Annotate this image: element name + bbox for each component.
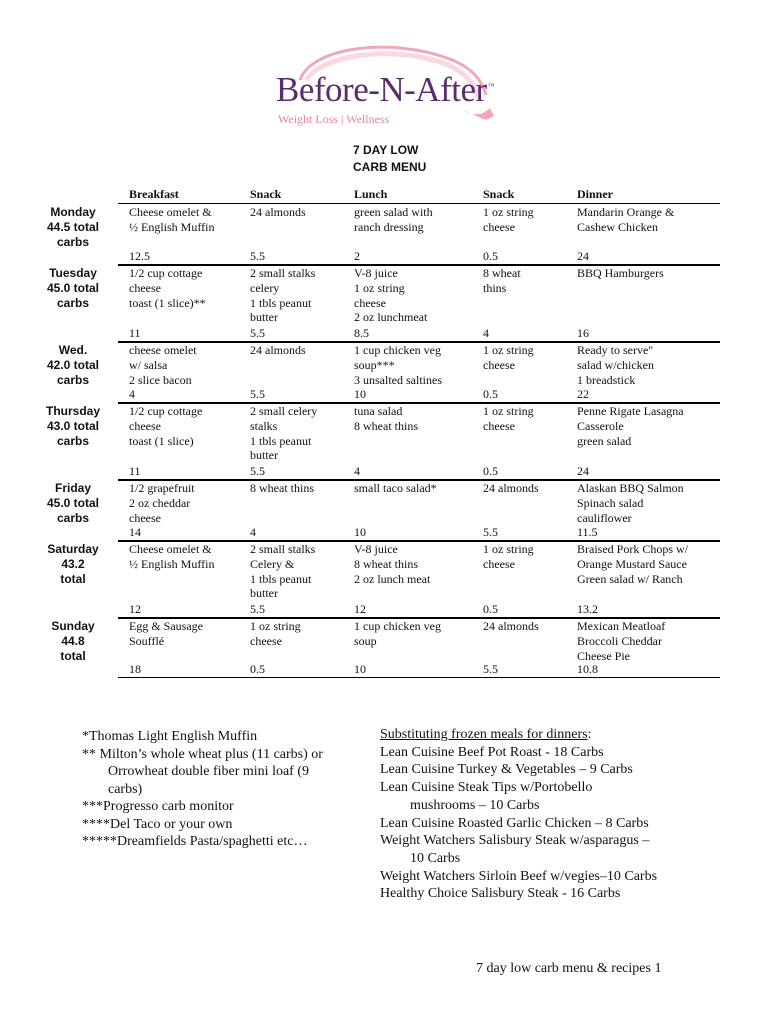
- menu-cell-line: cheese omelet: [129, 343, 197, 357]
- footnote: ***Progresso carb monitor: [82, 799, 234, 814]
- column-header-snack-2: Snack: [483, 187, 515, 201]
- day-label-line: carbs: [56, 511, 90, 525]
- menu-cell-line: BBQ Hamburgers: [577, 266, 664, 280]
- day-label-line: total: [60, 572, 86, 586]
- day-label-line: 42.0 total: [46, 358, 100, 372]
- menu-cell-line: V-8 juice: [354, 542, 398, 556]
- menu-cell-line: thins: [483, 280, 507, 295]
- menu-cell-line: 1 tbls peanut: [250, 571, 312, 586]
- carb-value: 24: [577, 249, 589, 263]
- menu-cell-line: celery: [250, 280, 280, 295]
- menu-cell-line: 1/2 grapefruit: [129, 481, 195, 495]
- menu-cell-line: 24 almonds: [250, 343, 306, 357]
- menu-cell: [250, 343, 306, 358]
- menu-cell-line: 1 tbls peanut: [250, 433, 312, 448]
- day-label: [34, 542, 112, 587]
- column-header-dinner: Dinner: [577, 187, 613, 201]
- carb-value: 12.5: [129, 249, 150, 263]
- carb-value: 4: [354, 464, 360, 478]
- menu-cell: [129, 266, 206, 310]
- menu-cell-line: Alaskan BBQ Salmon: [577, 481, 684, 495]
- carb-value: 5.5: [250, 249, 265, 263]
- menu-cell-line: toast (1 slice): [129, 433, 194, 448]
- day-label: [34, 343, 112, 388]
- carb-value: 24: [577, 464, 589, 478]
- menu-cell-line: butter: [250, 310, 278, 325]
- carb-value: 5.5: [250, 326, 265, 340]
- carb-value: 18: [129, 662, 141, 676]
- day-label-line: Sunday: [51, 619, 95, 633]
- menu-cell: [250, 205, 306, 220]
- menu-cell: [354, 404, 418, 434]
- menu-cell-line: Cheese omelet &: [129, 542, 212, 556]
- substitute-item: mushrooms – 10 Carbs: [410, 797, 540, 813]
- carb-value: 11: [129, 326, 141, 340]
- day-label-line: 45.0 total: [46, 281, 100, 295]
- menu-cell: [250, 266, 315, 325]
- menu-cell: [483, 205, 534, 235]
- menu-cell-line: 1 oz string: [354, 280, 405, 295]
- carb-value: 5.5: [250, 387, 265, 401]
- menu-cell-line: cheese: [129, 510, 161, 525]
- menu-cell-line: small taco salad*: [354, 481, 437, 495]
- substitute-item: Lean Cuisine Turkey & Vegetables – 9 Carbs: [380, 762, 633, 778]
- day-label-line: Wed.: [58, 343, 88, 357]
- menu-cell: [577, 404, 684, 448]
- menu-cell: [483, 542, 534, 572]
- menu-cell-line: 2 oz lunch meat: [354, 571, 431, 586]
- menu-cell: [577, 542, 688, 586]
- menu-cell-line: Braised Pork Chops w/: [577, 542, 688, 556]
- carb-value: 11.5: [577, 525, 598, 539]
- menu-cell-line: toast (1 slice)**: [129, 295, 206, 310]
- menu-cell-line: green salad with: [354, 205, 433, 219]
- carb-value: 5.5: [250, 602, 265, 616]
- menu-cell-line: Broccoli Cheddar: [577, 633, 662, 648]
- day-label: [34, 205, 112, 250]
- carb-value: 0.5: [483, 602, 498, 616]
- day-label-line: Monday: [50, 205, 96, 219]
- day-label-line: 43.0 total: [46, 419, 100, 433]
- menu-cell: [483, 481, 539, 496]
- menu-cell-line: Celery &: [250, 556, 295, 571]
- carb-value: 2: [354, 249, 360, 263]
- menu-cell-line: cauliflower: [577, 510, 632, 525]
- day-label-line: Thursday: [45, 404, 100, 418]
- day-label: [34, 266, 112, 311]
- carb-value: 5.5: [250, 464, 265, 478]
- menu-cell-line: 1 tbls peanut: [250, 295, 312, 310]
- footnote: carbs): [108, 781, 143, 797]
- carb-value: 0.5: [250, 662, 265, 676]
- menu-cell-line: cheese: [129, 280, 161, 295]
- substitute-item: Weight Watchers Sirloin Beef w/vegies–10 Carbs: [380, 868, 658, 884]
- menu-cell-line: 2 oz cheddar: [129, 495, 191, 510]
- footnote: *Thomas Light English Muffin: [82, 729, 258, 744]
- page-footer: 7 day low carb menu & recipes 1: [476, 961, 662, 976]
- menu-cell-line: Penne Rigate Lasagna: [577, 404, 684, 418]
- footnotes: [82, 728, 372, 851]
- column-header-snack-1: Snack: [250, 187, 282, 201]
- column-header-breakfast: Breakfast: [129, 187, 179, 201]
- carb-value: 12: [354, 602, 366, 616]
- carb-value: 22: [577, 387, 589, 401]
- footnote: ****Del Taco or your own: [82, 816, 233, 832]
- menu-cell-line: w/ salsa: [129, 357, 168, 372]
- menu-cell-line: Cheese omelet &: [129, 205, 212, 219]
- table-rule: [118, 677, 720, 678]
- menu-cell: [577, 619, 665, 663]
- carb-value: 16: [577, 326, 589, 340]
- logo-wordmark: Before-N-After™: [276, 70, 495, 109]
- carb-value: 5.5: [483, 662, 498, 676]
- menu-cell-line: 24 almonds: [483, 481, 539, 495]
- menu-cell: [250, 481, 314, 496]
- logo: [272, 40, 502, 135]
- menu-cell-line: Cashew Chicken: [577, 219, 658, 234]
- menu-cell-line: cheese: [483, 219, 515, 234]
- menu-cell: [577, 266, 664, 281]
- carb-value: 0.5: [483, 249, 498, 263]
- menu-cell-line: cheese: [483, 357, 515, 372]
- menu-cell: [483, 619, 539, 634]
- carb-value: 4: [129, 387, 135, 401]
- logo-tagline: Weight Loss | Wellness: [278, 112, 390, 126]
- menu-cell-line: Mandarin Orange &: [577, 205, 675, 219]
- menu-cell-line: 3 unsalted saltines: [354, 372, 442, 387]
- day-label: [34, 619, 112, 664]
- day-label-line: 45.0 total: [46, 496, 100, 510]
- menu-cell-line: Cheese Pie: [577, 648, 630, 663]
- menu-cell-line: V-8 juice: [354, 266, 398, 280]
- carb-value: 0.5: [483, 387, 498, 401]
- footnote: Orrowheat double fiber mini loaf (9: [108, 764, 309, 779]
- menu-cell-line: Egg & Sausage: [129, 619, 203, 633]
- menu-cell-line: 8 wheat thins: [354, 556, 418, 571]
- menu-cell-line: butter: [250, 448, 278, 463]
- menu-cell: [354, 205, 433, 235]
- day-label-line: Friday: [54, 481, 91, 495]
- menu-cell-line: 1/2 cup cottage: [129, 404, 203, 418]
- menu-cell-line: Green salad w/ Ranch: [577, 571, 683, 586]
- menu-cell: [354, 266, 427, 325]
- menu-cell-line: 8 wheat thins: [354, 418, 418, 433]
- menu-cell-line: 1 oz string: [483, 205, 534, 219]
- menu-cell-line: cheese: [483, 556, 515, 571]
- carb-value: 4: [250, 525, 256, 539]
- carb-value: 11: [129, 464, 141, 478]
- menu-cell-line: green salad: [577, 433, 632, 448]
- menu-cell: [250, 542, 315, 601]
- menu-cell-line: 1 oz string: [250, 619, 301, 633]
- day-label-line: total: [60, 649, 86, 663]
- menu-title-line-1: 7 DAY LOW: [353, 143, 419, 157]
- carb-value: 5.5: [483, 525, 498, 539]
- menu-cell: [129, 542, 214, 572]
- carb-value: 8.5: [354, 326, 369, 340]
- column-header-lunch: Lunch: [354, 187, 388, 201]
- menu-cell-line: 1 cup chicken veg: [354, 343, 441, 357]
- menu-cell: [483, 404, 534, 434]
- day-label-line: Saturday: [47, 542, 99, 556]
- menu-cell-line: 1/2 cup cottage: [129, 266, 203, 280]
- footnote: *****Dreamfields Pasta/spaghetti etc…: [82, 834, 308, 849]
- menu-cell: [250, 404, 317, 463]
- menu-cell-line: 1 cup chicken veg: [354, 619, 441, 633]
- carb-value: 4: [483, 326, 489, 340]
- day-label-line: 44.8: [61, 634, 85, 648]
- menu-cell-line: Orange Mustard Sauce: [577, 556, 687, 571]
- menu-cell-line: ½ English Muffin: [129, 219, 215, 234]
- carb-value: 14: [129, 525, 141, 539]
- carb-value: 10.8: [577, 662, 598, 676]
- menu-cell: [577, 481, 684, 525]
- menu-title: [353, 142, 426, 176]
- menu-cell-line: 1 oz string: [483, 404, 534, 418]
- menu-cell-line: stalks: [250, 418, 278, 433]
- menu-cell: [129, 404, 202, 448]
- menu-cell: [129, 481, 195, 525]
- menu-cell-line: 1 oz string: [483, 542, 534, 556]
- carb-value: 10: [354, 525, 366, 539]
- table-rule: [118, 203, 720, 204]
- menu-cell-line: 2 oz lunchmeat: [354, 310, 428, 325]
- substitute-item: Lean Cuisine Beef Pot Roast - 18 Carbs: [380, 744, 604, 760]
- menu-cell-line: cheese: [354, 295, 386, 310]
- menu-cell-line: Soufflé: [129, 633, 165, 648]
- menu-cell: [129, 343, 197, 387]
- substitute-item: Lean Cuisine Steak Tips w/Portobello: [380, 780, 593, 796]
- substitute-item: 10 Carbs: [410, 850, 461, 866]
- menu-cell: [250, 619, 301, 649]
- day-label-line: 44.5 total: [46, 220, 100, 234]
- menu-cell-line: salad w/chicken: [577, 357, 654, 372]
- substitute-item: Weight Watchers Salisbury Steak w/asparagus –: [380, 833, 650, 849]
- carb-value: 13.2: [577, 602, 598, 616]
- substitutes-title: Substituting frozen meals for dinners:: [380, 727, 592, 742]
- menu-cell: [354, 343, 442, 387]
- carb-value: 10: [354, 387, 366, 401]
- menu-cell-line: cheese: [129, 418, 161, 433]
- menu-cell-line: 1 breadstick: [577, 372, 636, 387]
- menu-cell-line: 24 almonds: [483, 619, 539, 633]
- menu-cell-line: soup***: [354, 357, 395, 372]
- carb-value: 12: [129, 602, 141, 616]
- menu-cell: [354, 481, 437, 496]
- menu-cell-line: Ready to serve": [577, 343, 654, 357]
- menu-cell-line: cheese: [250, 633, 282, 648]
- day-label-line: 43.2: [61, 557, 85, 571]
- day-label-line: carbs: [56, 296, 90, 310]
- menu-cell: [354, 542, 430, 586]
- menu-cell-line: 2 slice bacon: [129, 372, 192, 387]
- menu-cell-line: tuna salad: [354, 404, 403, 418]
- menu-cell-line: ½ English Muffin: [129, 556, 215, 571]
- menu-cell-line: cheese: [483, 418, 515, 433]
- menu-cell-line: 2 small stalks: [250, 266, 316, 280]
- day-label-line: carbs: [56, 373, 90, 387]
- substitutes-section: [380, 726, 720, 903]
- menu-cell-line: 2 small celery: [250, 404, 318, 418]
- menu-cell: [577, 205, 674, 235]
- menu-cell: [483, 343, 534, 373]
- day-label-line: Tuesday: [49, 266, 97, 280]
- menu-cell-line: 1 oz string: [483, 343, 534, 357]
- menu-title-line-2: CARB MENU: [353, 160, 427, 174]
- footnote: ** Milton’s whole wheat plus (11 carbs) or: [82, 746, 323, 762]
- day-label: [34, 481, 112, 526]
- menu-cell-line: Spinach salad: [577, 495, 644, 510]
- menu-cell: [129, 619, 203, 649]
- menu-cell: [577, 343, 654, 387]
- menu-cell-line: Casserole: [577, 418, 624, 433]
- substitute-item: Lean Cuisine Roasted Garlic Chicken – 8 Carbs: [380, 815, 649, 831]
- day-label-line: carbs: [56, 434, 90, 448]
- carb-value: 0.5: [483, 464, 498, 478]
- menu-cell-line: 8 wheat thins: [250, 481, 314, 495]
- menu-cell-line: 24 almonds: [250, 205, 306, 219]
- menu-cell: [483, 266, 521, 296]
- menu-cell-line: 8 wheat: [483, 266, 521, 280]
- menu-cell-line: soup: [354, 633, 377, 648]
- menu-cell-line: ranch dressing: [354, 219, 424, 234]
- carb-value: 10: [354, 662, 366, 676]
- day-label-line: carbs: [56, 235, 90, 249]
- substitute-item: Healthy Choice Salisbury Steak - 16 Carbs: [380, 886, 621, 902]
- menu-cell-line: butter: [250, 586, 278, 601]
- menu-cell: [354, 619, 441, 649]
- menu-cell-line: 2 small stalks: [250, 542, 316, 556]
- day-label: [34, 404, 112, 449]
- menu-cell: [129, 205, 214, 235]
- menu-cell-line: Mexican Meatloaf: [577, 619, 666, 633]
